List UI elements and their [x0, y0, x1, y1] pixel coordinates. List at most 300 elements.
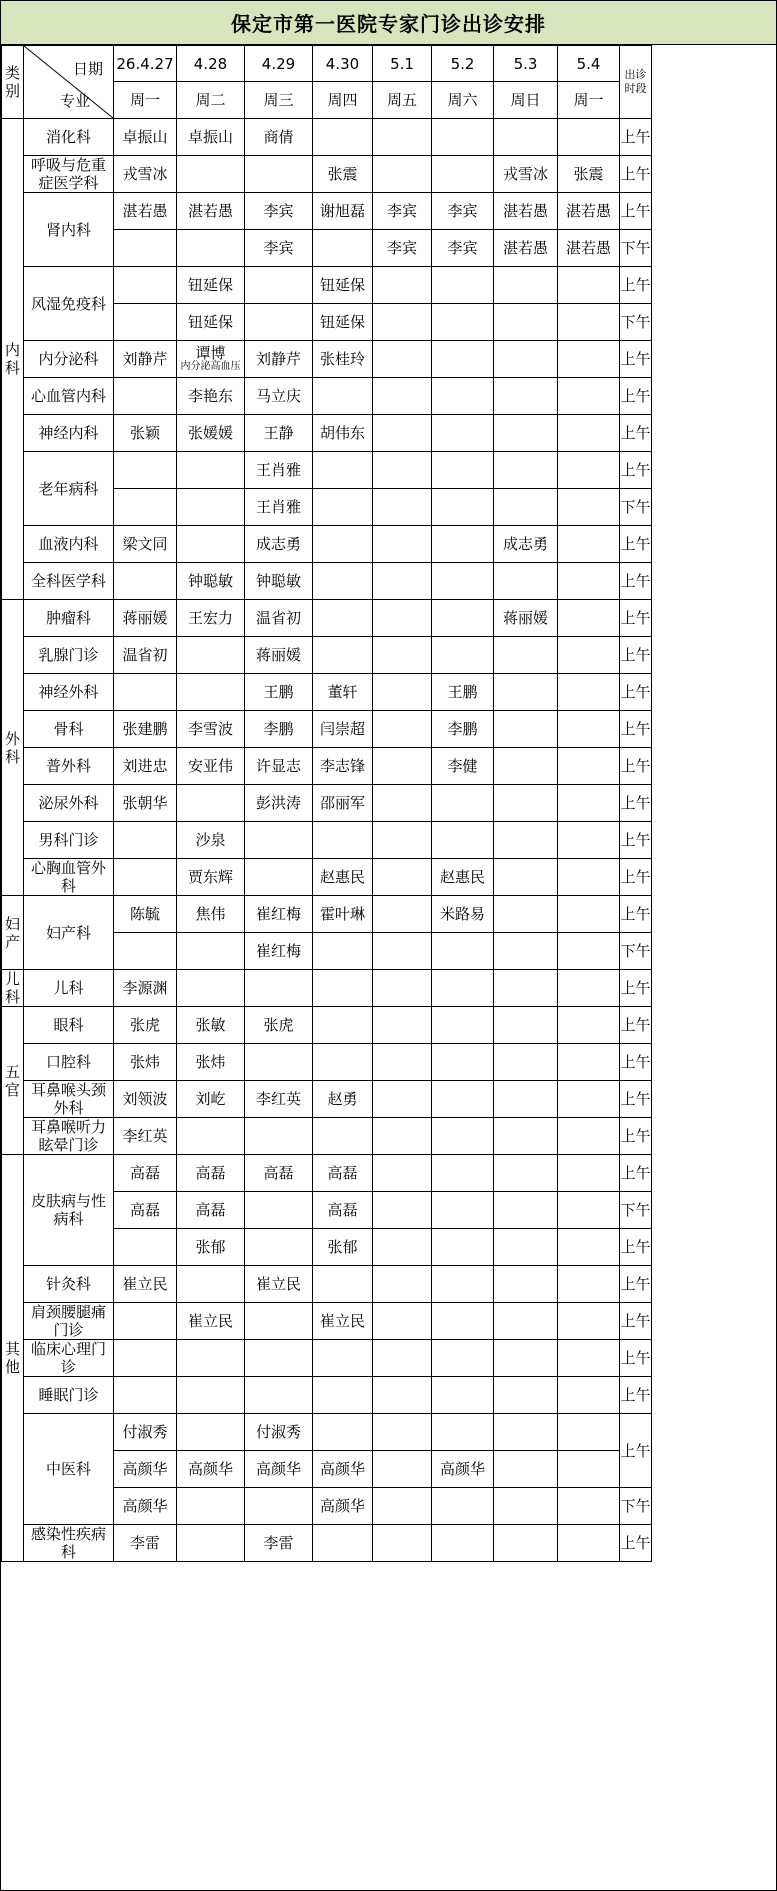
- doctor-cell: [114, 230, 177, 267]
- table-row: [2, 785, 652, 822]
- doctor-cell: [313, 378, 373, 415]
- doctor-cell: [313, 341, 373, 378]
- table-row: [2, 563, 652, 600]
- doctor-cell: [558, 1488, 620, 1525]
- time-slot-cell: 上午: [620, 526, 652, 563]
- time-slot-cell: 上午: [620, 378, 652, 415]
- specialty-cell: 妇产科: [24, 896, 114, 970]
- doctor-name: 湛若愚: [187, 202, 233, 220]
- doctor-cell: [177, 600, 245, 637]
- doctor-cell: [114, 1414, 177, 1451]
- doctor-cell: [558, 1007, 620, 1044]
- doctor-cell: [494, 970, 558, 1007]
- doctor-cell: [177, 1192, 245, 1229]
- weekday-header: 周一: [114, 82, 177, 119]
- time-slot-cell: 上午: [620, 1081, 652, 1118]
- time-slot-cell: 上午: [620, 1229, 652, 1266]
- doctor-name: 闫崇超: [319, 720, 365, 738]
- doctor-cell: [245, 304, 313, 341]
- table-row: [2, 415, 652, 452]
- doctor-cell: [494, 267, 558, 304]
- doctor-cell: [494, 341, 558, 378]
- doctor-cell: [245, 600, 313, 637]
- doctor-cell: [432, 452, 494, 489]
- weekday-header: 周一: [558, 82, 620, 119]
- doctor-cell: [373, 1044, 432, 1081]
- doctor-cell: [177, 1229, 245, 1266]
- doctor-cell: [494, 119, 558, 156]
- doctor-cell: [494, 1118, 558, 1155]
- time-slot-cell: 上午: [620, 970, 652, 1007]
- doctor-cell: [558, 859, 620, 896]
- doctor-name: 李宾: [263, 202, 294, 220]
- doctor-cell: [313, 156, 373, 193]
- doctor-cell: [177, 822, 245, 859]
- doctor-cell: [373, 674, 432, 711]
- doctor-cell: [432, 378, 494, 415]
- doctor-cell: [558, 933, 620, 970]
- specialty-cell: 男科门诊: [24, 822, 114, 859]
- doctor-cell: [558, 1303, 620, 1340]
- doctor-cell: [558, 1451, 620, 1488]
- doctor-cell: [373, 600, 432, 637]
- doctor-cell: [432, 1192, 494, 1229]
- doctor-cell: [494, 1155, 558, 1192]
- doctor-cell: [373, 1229, 432, 1266]
- doctor-cell: [177, 711, 245, 748]
- doctor-cell: [494, 193, 558, 230]
- time-slot-cell: 上午: [620, 859, 652, 896]
- doctor-cell: [373, 933, 432, 970]
- time-slot-cell: 上午: [620, 896, 652, 933]
- doctor-name: 高磊: [129, 1201, 160, 1219]
- doctor-name: 卓振山: [187, 128, 233, 146]
- doctor-cell: [114, 822, 177, 859]
- table-row: [2, 156, 652, 193]
- doctor-name: 戎雪冰: [502, 165, 548, 183]
- category-label: 内科: [4, 341, 20, 377]
- weekday-header: 周三: [245, 82, 313, 119]
- doctor-cell: [494, 1488, 558, 1525]
- doctor-cell: [432, 526, 494, 563]
- doctor-cell: [432, 896, 494, 933]
- category-label: 其他: [4, 1340, 20, 1376]
- doctor-cell: [432, 785, 494, 822]
- time-slot-cell: 上午: [620, 637, 652, 674]
- doctor-cell: [114, 1525, 177, 1562]
- doctor-name: 张炜: [129, 1053, 160, 1071]
- doctor-cell: [177, 1007, 245, 1044]
- doctor-cell: [245, 1155, 313, 1192]
- specialty-cell: 全科医学科: [24, 563, 114, 600]
- doctor-name: 李源渊: [122, 979, 168, 997]
- doctor-cell: [114, 933, 177, 970]
- doctor-name: 董轩: [327, 683, 358, 701]
- doctor-cell: [432, 304, 494, 341]
- time-slot-cell: 上午: [620, 1155, 652, 1192]
- doctor-cell: [177, 489, 245, 526]
- specialty-cell: 神经外科: [24, 674, 114, 711]
- doctor-cell: [494, 1303, 558, 1340]
- doctor-cell: [432, 1044, 494, 1081]
- doctor-cell: [373, 526, 432, 563]
- doctor-cell: [558, 970, 620, 1007]
- time-slot-cell: 上午: [620, 1007, 652, 1044]
- table-row: [2, 1044, 652, 1081]
- specialty-cell: 感染性疾病科: [24, 1525, 114, 1562]
- specialty-cell: 口腔科: [24, 1044, 114, 1081]
- doctor-cell: [373, 896, 432, 933]
- doctor-cell: [313, 1229, 373, 1266]
- doctor-cell: [373, 341, 432, 378]
- doctor-cell: [558, 526, 620, 563]
- time-slot-cell: 上午: [620, 600, 652, 637]
- specialty-cell: 肾内科: [24, 193, 114, 267]
- doctor-cell: [373, 1081, 432, 1118]
- doctor-name: 湛若愚: [122, 202, 168, 220]
- doctor-cell: [177, 674, 245, 711]
- doctor-cell: [114, 526, 177, 563]
- doctor-cell: [245, 1007, 313, 1044]
- doctor-cell: [432, 637, 494, 674]
- doctor-name: 刘屹: [195, 1090, 226, 1108]
- doctor-name: 王鹏: [263, 683, 294, 701]
- doctor-cell: [373, 1118, 432, 1155]
- doctor-name: 沙泉: [195, 831, 226, 849]
- doctor-cell: [558, 1044, 620, 1081]
- doctor-cell: [494, 526, 558, 563]
- doctor-cell: [245, 896, 313, 933]
- specialty-cell: 呼吸与危重症医学科: [24, 156, 114, 193]
- doctor-cell: [177, 1414, 245, 1451]
- doctor-cell: [114, 600, 177, 637]
- doctor-cell: [177, 785, 245, 822]
- doctor-cell: [114, 748, 177, 785]
- doctor-cell: [177, 1303, 245, 1340]
- doctor-cell: [177, 1155, 245, 1192]
- time-slot-cell: 上午: [620, 1414, 652, 1488]
- doctor-name: 李宾: [386, 239, 417, 257]
- doctor-name: 谢旭磊: [319, 202, 365, 220]
- doctor-cell: [177, 637, 245, 674]
- weekday-header: 周日: [494, 82, 558, 119]
- time-slot-cell: 上午: [620, 822, 652, 859]
- doctor-cell: [245, 1081, 313, 1118]
- doctor-cell: [558, 1118, 620, 1155]
- table-row: [2, 1155, 652, 1192]
- doctor-name: 钮延保: [319, 276, 365, 294]
- doctor-cell: [114, 1488, 177, 1525]
- doctor-cell: [373, 230, 432, 267]
- doctor-cell: [245, 1525, 313, 1562]
- doctor-cell: [558, 230, 620, 267]
- specialty-cell: 骨科: [24, 711, 114, 748]
- doctor-cell: [177, 1081, 245, 1118]
- date-header: 26.4.27: [114, 46, 177, 82]
- doctor-name: 湛若愚: [565, 202, 611, 220]
- doctor-name: 蒋丽媛: [255, 646, 301, 664]
- doctor-cell: [373, 119, 432, 156]
- doctor-cell: [245, 489, 313, 526]
- time-slot-cell: 上午: [620, 415, 652, 452]
- date-header: 5.3: [494, 46, 558, 82]
- doctor-name: 刘静芹: [255, 350, 301, 368]
- doctor-cell: [432, 1007, 494, 1044]
- doctor-cell: [432, 119, 494, 156]
- doctor-name: 李鹏: [447, 720, 478, 738]
- doctor-name: 张炜: [195, 1053, 226, 1071]
- specialty-cell: 肩颈腰腿痛门诊: [24, 1303, 114, 1340]
- time-slot-cell: 上午: [620, 711, 652, 748]
- doctor-name: 高颜华: [187, 1460, 233, 1478]
- doctor-cell: [313, 230, 373, 267]
- doctor-cell: [432, 1377, 494, 1414]
- doctor-cell: [177, 267, 245, 304]
- doctor-cell: [373, 378, 432, 415]
- doctor-cell: [177, 1340, 245, 1377]
- time-slot-cell: 上午: [620, 193, 652, 230]
- doctor-cell: [373, 156, 432, 193]
- doctor-name: 高颜华: [255, 1460, 301, 1478]
- doctor-cell: [114, 970, 177, 1007]
- doctor-cell: [558, 193, 620, 230]
- doctor-cell: [177, 230, 245, 267]
- doctor-cell: [313, 526, 373, 563]
- doctor-cell: [313, 637, 373, 674]
- doctor-name: 彭洪涛: [255, 794, 301, 812]
- doctor-cell: [373, 822, 432, 859]
- doctor-cell: [245, 859, 313, 896]
- doctor-cell: [494, 1229, 558, 1266]
- doctor-cell: [177, 896, 245, 933]
- doctor-cell: [373, 1303, 432, 1340]
- doctor-cell: [494, 156, 558, 193]
- doctor-cell: [432, 1488, 494, 1525]
- doctor-cell: [177, 341, 245, 378]
- doctor-cell: [373, 489, 432, 526]
- time-slot-cell: 下午: [620, 933, 652, 970]
- doctor-cell: [558, 1192, 620, 1229]
- doctor-cell: [432, 822, 494, 859]
- doctor-name: 高颜华: [319, 1497, 365, 1515]
- doctor-name: 李宾: [447, 202, 478, 220]
- time-slot-cell: 上午: [620, 1118, 652, 1155]
- doctor-name: 张虎: [263, 1016, 294, 1034]
- doctor-cell: [373, 1451, 432, 1488]
- category-cell: [2, 896, 24, 970]
- doctor-cell: [432, 341, 494, 378]
- doctor-cell: [245, 785, 313, 822]
- doctor-cell: [558, 1081, 620, 1118]
- doctor-name: 李宾: [447, 239, 478, 257]
- table-row: [2, 600, 652, 637]
- schedule-table: [1, 45, 652, 1562]
- doctor-name: 商倩: [263, 128, 294, 146]
- doctor-cell: [177, 933, 245, 970]
- doctor-name: 钟聪敏: [255, 572, 301, 590]
- doctor-cell: [494, 859, 558, 896]
- doctor-cell: [432, 1451, 494, 1488]
- doctor-name: 王静: [263, 424, 294, 442]
- time-slot-cell: 上午: [620, 1303, 652, 1340]
- doctor-cell: [245, 193, 313, 230]
- time-slot-cell: 上午: [620, 452, 652, 489]
- doctor-cell: [373, 1192, 432, 1229]
- category-label: 五官: [4, 1062, 20, 1099]
- doctor-cell: [558, 1266, 620, 1303]
- doctor-cell: [114, 193, 177, 230]
- table-row: [2, 452, 652, 489]
- doctor-name: 张敏: [195, 1016, 226, 1034]
- doctor-cell: [177, 1488, 245, 1525]
- doctor-cell: [313, 1007, 373, 1044]
- time-slot-cell: 上午: [620, 156, 652, 193]
- doctor-subspecialty: 内分泌高血压: [180, 361, 241, 373]
- doctor-name: 张颖: [129, 424, 160, 442]
- doctor-name: 李志锋: [319, 757, 365, 775]
- doctor-cell: [558, 1155, 620, 1192]
- doctor-cell: [313, 1192, 373, 1229]
- doctor-name: 王肖雅: [255, 461, 301, 479]
- doctor-name: 高颜华: [319, 1460, 365, 1478]
- doctor-cell: [177, 1525, 245, 1562]
- table-row: [2, 1266, 652, 1303]
- doctor-name: 安亚伟: [187, 757, 233, 775]
- doctor-cell: [313, 933, 373, 970]
- doctor-cell: [432, 1229, 494, 1266]
- doctor-cell: [432, 711, 494, 748]
- spec-label: 专业: [60, 92, 91, 110]
- doctor-cell: [114, 1118, 177, 1155]
- doctor-cell: [373, 415, 432, 452]
- doctor-cell: [558, 748, 620, 785]
- doctor-cell: [177, 304, 245, 341]
- doctor-cell: [373, 452, 432, 489]
- category-cell: [2, 119, 24, 600]
- doctor-name: 李红英: [122, 1127, 168, 1145]
- doctor-cell: [432, 933, 494, 970]
- doctor-cell: [313, 970, 373, 1007]
- table-row: [2, 1414, 652, 1451]
- category-header-label: 类别: [4, 64, 20, 100]
- page-title: 保定市第一医院专家门诊出诊安排: [1, 1, 776, 45]
- doctor-cell: [432, 489, 494, 526]
- doctor-cell: [558, 563, 620, 600]
- table-row: [2, 1118, 652, 1155]
- doctor-cell: [494, 785, 558, 822]
- time-slot-cell: 上午: [620, 748, 652, 785]
- doctor-cell: [494, 452, 558, 489]
- table-row: [2, 637, 652, 674]
- time-slot-cell: 下午: [620, 230, 652, 267]
- doctor-cell: [245, 674, 313, 711]
- doctor-cell: [558, 119, 620, 156]
- doctor-cell: [432, 193, 494, 230]
- doctor-cell: [558, 1377, 620, 1414]
- doctor-cell: [432, 1340, 494, 1377]
- doctor-cell: [177, 156, 245, 193]
- table-row: [2, 1007, 652, 1044]
- doctor-cell: [245, 452, 313, 489]
- doctor-cell: [245, 415, 313, 452]
- doctor-cell: [245, 526, 313, 563]
- doctor-cell: [373, 970, 432, 1007]
- doctor-name: 钮延保: [319, 313, 365, 331]
- doctor-cell: [245, 933, 313, 970]
- doctor-cell: [177, 526, 245, 563]
- doctor-name: 王宏力: [187, 609, 233, 627]
- doctor-name: 高颜华: [122, 1497, 168, 1515]
- date-label: 日期: [72, 60, 103, 78]
- doctor-name: 李宾: [386, 202, 417, 220]
- specialty-cell: 老年病科: [24, 452, 114, 526]
- doctor-cell: [245, 156, 313, 193]
- doctor-cell: [114, 1303, 177, 1340]
- category-label: 妇产: [4, 914, 20, 951]
- specialty-cell: 眼科: [24, 1007, 114, 1044]
- doctor-name: 赵惠民: [319, 868, 365, 886]
- doctor-cell: [313, 1303, 373, 1340]
- doctor-cell: [373, 1414, 432, 1451]
- doctor-cell: [245, 230, 313, 267]
- doctor-cell: [313, 1451, 373, 1488]
- doctor-cell: [373, 1488, 432, 1525]
- doctor-cell: [494, 1377, 558, 1414]
- doctor-cell: [432, 1118, 494, 1155]
- doctor-cell: [177, 1451, 245, 1488]
- time-slot-cell: 上午: [620, 119, 652, 156]
- doctor-cell: [494, 1044, 558, 1081]
- doctor-cell: [313, 859, 373, 896]
- doctor-name: 高磊: [129, 1164, 160, 1182]
- doctor-name: 许显志: [255, 757, 301, 775]
- doctor-name: 高颜华: [122, 1460, 168, 1478]
- doctor-cell: [114, 711, 177, 748]
- table-row: [2, 1303, 652, 1340]
- doctor-cell: [313, 304, 373, 341]
- time-slot-cell: 上午: [620, 1266, 652, 1303]
- specialty-cell: 乳腺门诊: [24, 637, 114, 674]
- doctor-cell: [432, 156, 494, 193]
- doctor-cell: [313, 1377, 373, 1414]
- doctor-cell: [373, 748, 432, 785]
- doctor-cell: [432, 230, 494, 267]
- doctor-cell: [373, 1266, 432, 1303]
- doctor-cell: [558, 896, 620, 933]
- specialty-cell: 针灸科: [24, 1266, 114, 1303]
- doctor-cell: [558, 785, 620, 822]
- doctor-cell: [432, 674, 494, 711]
- doctor-cell: [432, 748, 494, 785]
- doctor-cell: [245, 1229, 313, 1266]
- doctor-cell: [432, 1081, 494, 1118]
- doctor-cell: [494, 378, 558, 415]
- doctor-cell: [432, 1414, 494, 1451]
- doctor-cell: [313, 1044, 373, 1081]
- doctor-name: 梁文同: [122, 535, 168, 553]
- doctor-cell: [114, 415, 177, 452]
- doctor-name: 霍叶琳: [319, 905, 365, 923]
- table-row: [2, 1377, 652, 1414]
- doctor-cell: [245, 1118, 313, 1155]
- doctor-cell: [494, 1525, 558, 1562]
- doctor-cell: [114, 267, 177, 304]
- time-slot-cell: 上午: [620, 1044, 652, 1081]
- doctor-cell: [313, 193, 373, 230]
- doctor-cell: [177, 859, 245, 896]
- table-row: [2, 526, 652, 563]
- doctor-cell: [114, 156, 177, 193]
